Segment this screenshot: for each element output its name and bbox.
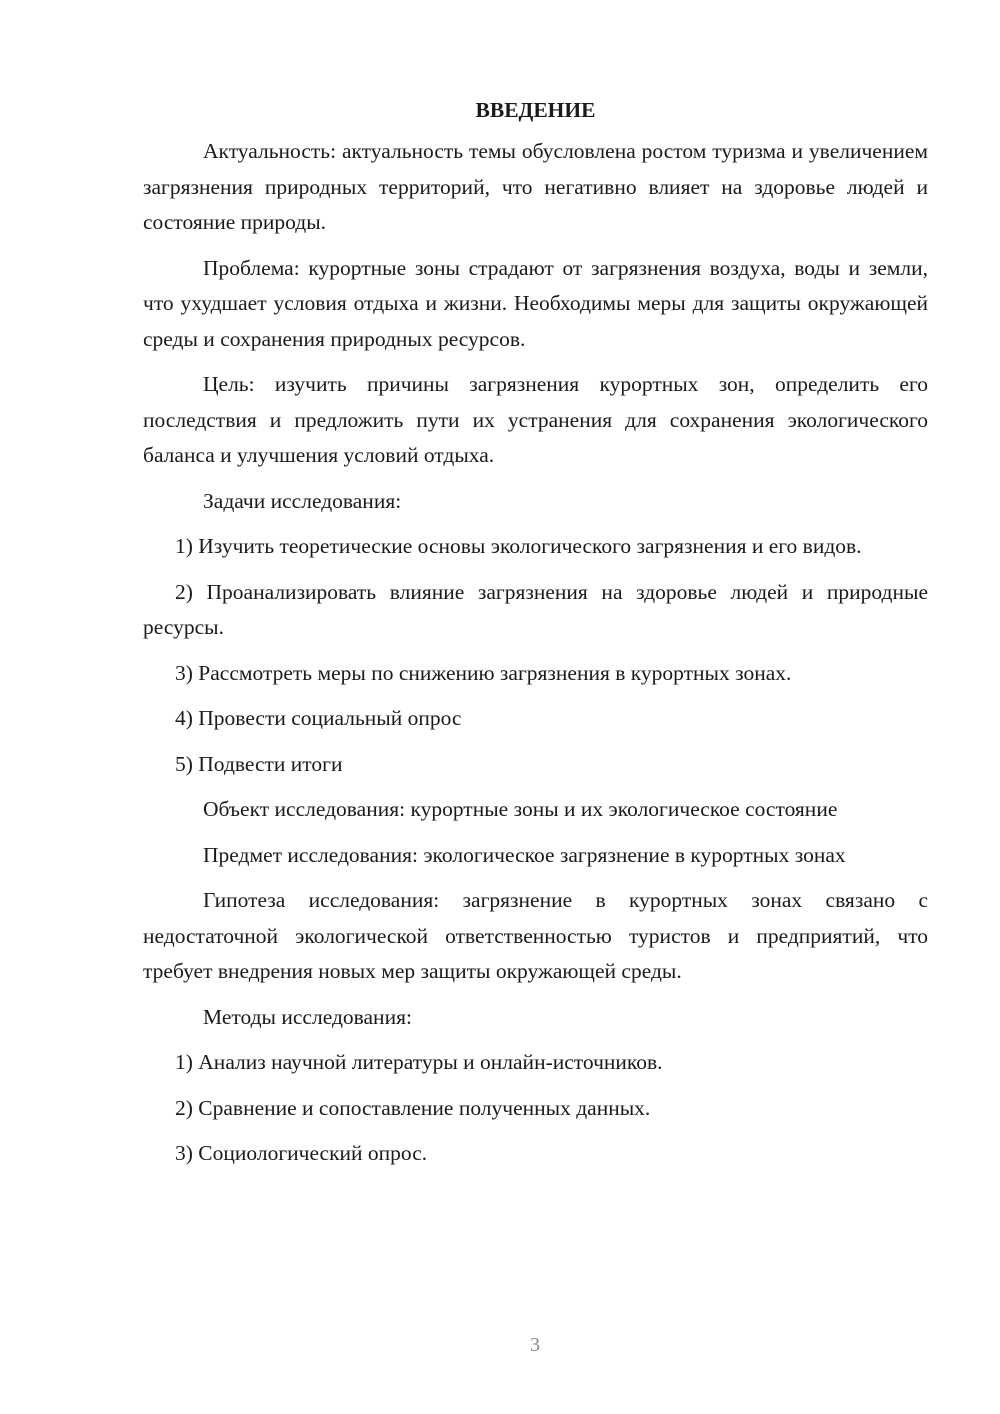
- page-number: 3: [530, 1334, 540, 1356]
- object-paragraph: Объект исследования: курортные зоны и их экологическое состояние: [203, 797, 838, 821]
- task-item: 4) Провести социальный опрос: [175, 706, 462, 730]
- problem-paragraph: Проблема: курортные зоны страдают от загрязнения воздуха, воды и земли, что ухудшает условия отдыха и жизни. Необходимы меры для защиты окружающей среды и сохранения природных ресурсов.: [143, 255, 928, 351]
- goal-paragraph: Цель: изучить причины загрязнения курортных зон, определить его последствия и предложить пути их устранения для сохранения экологического баланса и улучшения условий отдыха.: [143, 372, 928, 467]
- task-item: 1) Изучить теоретические основы экологического загрязнения и его видов.: [175, 534, 862, 558]
- method-item: 3) Социологический опрос.: [175, 1141, 428, 1165]
- subject-paragraph: Предмет исследования: экологическое загрязнение в курортных зонах: [203, 842, 846, 867]
- task-item: 2) Проанализировать влияние загрязнения на здоровье людей и природные ресурсы.: [143, 579, 928, 639]
- methods-heading: Методы исследования:: [203, 1004, 412, 1029]
- document-page: [143, 96, 928, 1182]
- tasks-heading: Задачи исследования:: [203, 488, 402, 513]
- task-item: 5) Подвести итоги: [175, 751, 343, 776]
- method-item: 1) Анализ научной литературы и онлайн-источников.: [175, 1050, 663, 1074]
- hypothesis-paragraph: Гипотеза исследования: загрязнение в курортных зонах связано с недостаточной экологической ответственностью туристов и предприятий, что требует внедрения новых мер защиты окружающей среды.: [143, 888, 928, 983]
- page-title: ВВЕДЕНИЕ: [475, 98, 596, 122]
- method-item: 2) Сравнение и сопоставление полученных данных.: [175, 1095, 651, 1120]
- relevance-paragraph: Актуальность: актуальность темы обусловлена ростом туризма и увеличением загрязнения природных территорий, что негативно влияет на здоровье людей и состояние природы.: [143, 139, 928, 234]
- task-item: 3) Рассмотреть меры по снижению загрязнения в курортных зонах.: [175, 660, 792, 685]
